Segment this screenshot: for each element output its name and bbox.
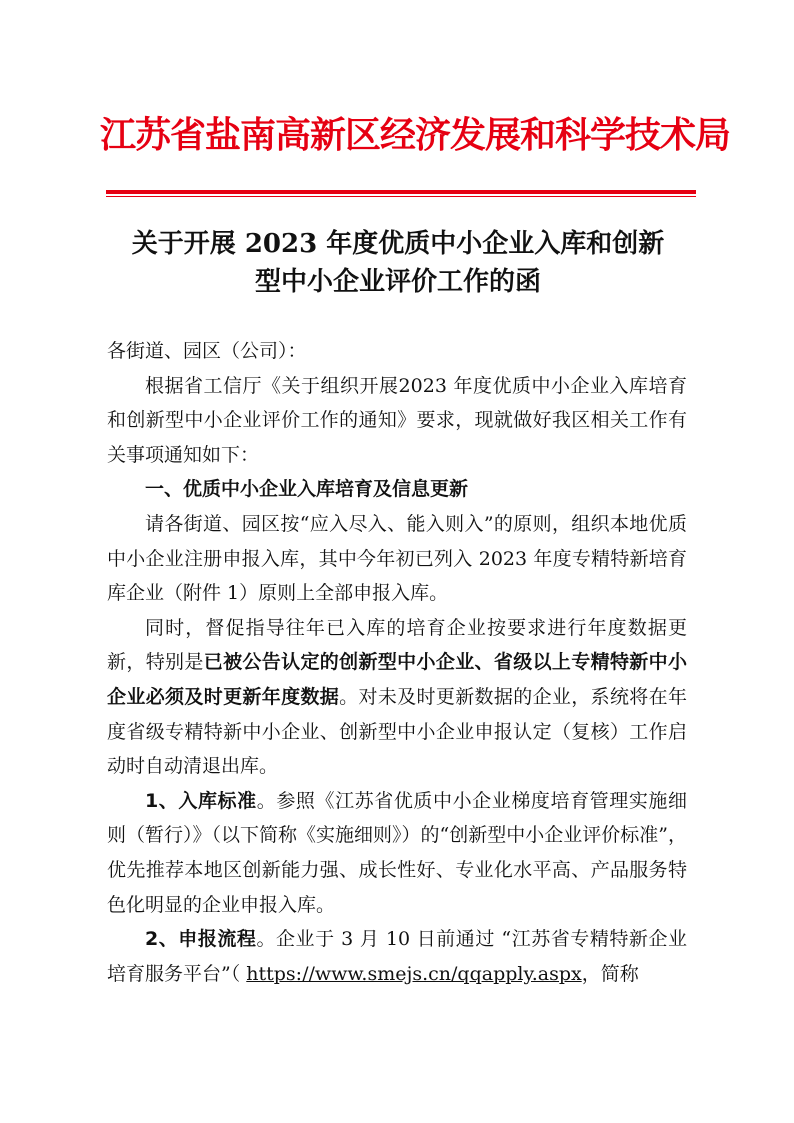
salutation: 各街道、园区（公司）： (107, 340, 307, 362)
title-line-2: 型中小企业评价工作的函 (254, 267, 541, 297)
data-update-text-pre: 同时，督促指导往年已入库的培育企业按要求进行年度数据更新，特别是 (107, 616, 687, 674)
item-entry-standard (107, 784, 687, 922)
platform-url-link[interactable]: https://www.smejs.cn/qqapply.aspx (246, 962, 582, 985)
item-2-tail: ，简称 (581, 962, 639, 985)
document-body (107, 334, 687, 991)
data-update-text-post: 。对未及时更新数据的企业，系统将在年度省级专精特新中小企业、创新型中小企业申报认定（复核）工作启动时自动清退出库。 (107, 685, 687, 778)
section-heading-1: 一、优质中小企业入库培育及信息更新 (145, 478, 469, 501)
title-line-1: 关于开展 2023 年度优质中小企业入库和创新 (131, 229, 665, 259)
item-1-text: 。参照《江苏省优质中小企业梯度培育管理实施细则（暂行）》（以下简称《实施细则》）的“创新型中小企业评价标准”，优先推荐本地区创新能力强、成长性好、专业化水平高、产品服务特色化明显的企业申报入库。 (107, 789, 687, 916)
document-title (100, 225, 696, 301)
paragraph-intro: 根据省工信厅《关于组织开展2023 年度优质中小企业入库培育和创新型中小企业评价工作的通知》要求，现就做好我区相关工作有关事项通知如下： (107, 374, 687, 466)
item-2-label: 2、申报流程 (145, 928, 257, 951)
issuing-authority-header: 江苏省盐南高新区经济发展和科学技术局 (100, 114, 731, 156)
paragraph-data-update (107, 611, 687, 784)
item-1-label: 1、入库标准 (145, 789, 257, 812)
paragraph-registration: 请各街道、园区按“应入尽入、能入则入”的原则，组织本地优质中小企业注册申报入库，其中今年初已列入 2023 年度专精特新培育库企业（附件 1）原则上全部申报入库。 (107, 512, 687, 605)
item-2-text: 。企业于 3 月 10 日前通过 “江苏省专精特新企业培育服务平台”（ (107, 928, 687, 985)
item-application-process (107, 922, 687, 991)
header-rule-thin (106, 196, 696, 197)
header-rule-thick (106, 190, 696, 194)
data-update-emphasis: 已被公告认定的创新型中小企业、省级以上专精特新中小企业必须及时更新年度数据 (107, 651, 687, 708)
